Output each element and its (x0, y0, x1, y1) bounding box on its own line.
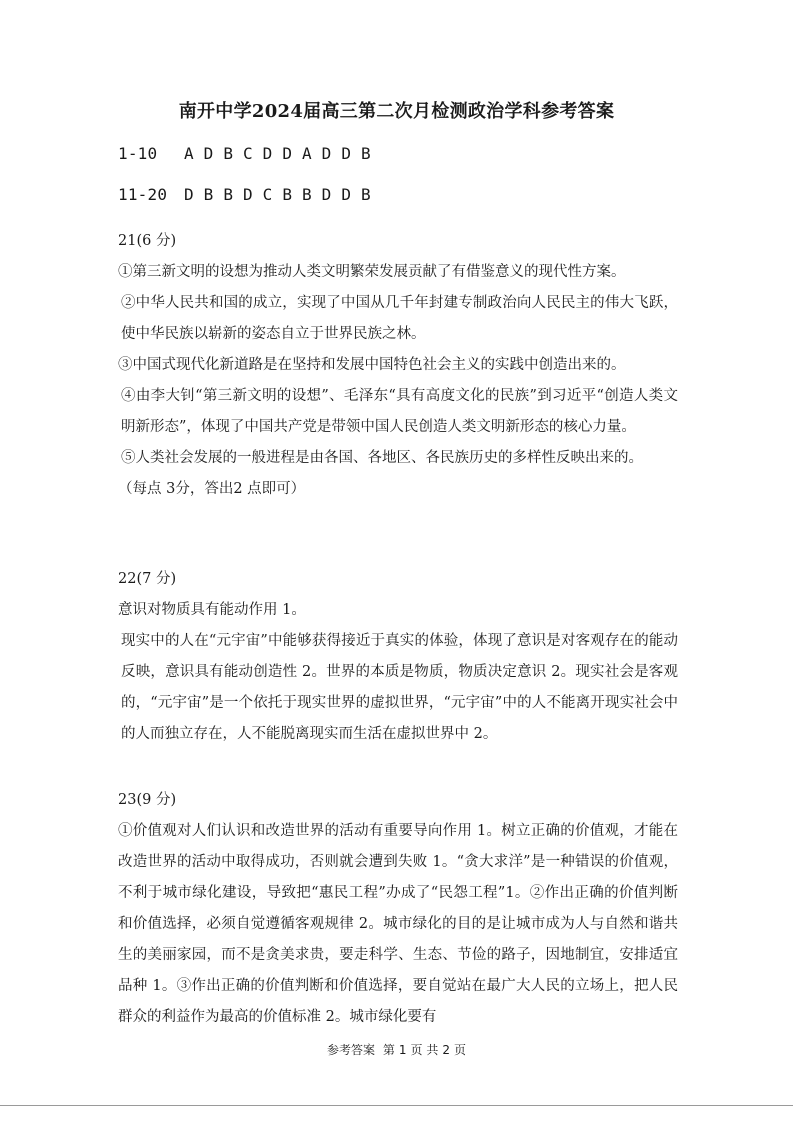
scoring-note: （每点 3分，答出2 点即可） (118, 481, 306, 497)
answer-range: 1-10 (118, 144, 158, 163)
footer-label: 参考答案 (327, 1043, 376, 1057)
page-prefix: 第 (382, 1043, 395, 1057)
page-title: 南开中学2024届高三第二次月检测政治学科参考答案 (178, 101, 615, 122)
answer-text: ①价值观对人们认识和改造世界的活动有重要导向作用 1。树立正确的价值观，才能在改造世界的活动中取得成功，否则就会遭到失败 1。“贪大求洋”是一种错误的价值观，不利于城市绿化建设，导致把“惠民工程”办成了“民怨工程”1。②作出正确的价值判断和价值选择，必须自觉遵循客观规律 2。城市绿化的目的是让城市成为人与自然和谐共生的美丽家园，而不是贪美求贵，要走科学、生态、节俭的路子，因地制宜，安排适宜品种 1。③作出正确的价值判断和价值选择，要自觉站在最广大人民的立场上，把人民群众的利益作为最高的价值标准 2。城市绿化要有 (118, 823, 678, 1025)
answer-point: 现实中的人在“元宇宙”中能够获得接近于真实的体验，体现了意识是对客观存在的能动反映，意识具有能动创造性 2。世界的本质是物质，物质决定意识 2。现实社会是客观的，“元宇宙”是一个依托于现实世界的虚拟世界，“元宇宙”中的人不能离开现实社会中的人而独立存在，人不能脱离现实而生活在虚拟世界中 2。 (121, 633, 678, 742)
page-suffix: 页 (453, 1043, 466, 1057)
answer-keys: D B B D C B B D D B (184, 185, 371, 204)
page-number: 1 (398, 1043, 407, 1057)
answer-point: ②中华人民共和国的成立，实现了中国从几千年封建专制政治向人民民主的伟大飞跃，使中华民族以崭新的姿态自立于世界民族之林。 (121, 295, 678, 342)
page-total: 2 (442, 1043, 450, 1057)
answer-point: 意识对物质具有能动作用 1。 (118, 602, 306, 618)
answer-point: ⑤人类社会发展的一般进程是由各国、各地区、各民族历史的多样性反映出来的。 (121, 450, 643, 466)
page-mid: 页 共 (410, 1043, 439, 1057)
answer-point: ③中国式现代化新道路是在坚持和发展中国特色社会主义的实践中创造出来的。 (118, 357, 626, 373)
answer-range: 11-20 (118, 185, 168, 204)
answer-keys: A D B C D D A D D B (184, 144, 371, 163)
question-label: 22(7 分) (118, 571, 177, 587)
question-label: 23(9 分) (118, 792, 177, 808)
question-22-section (118, 564, 678, 750)
answer-key-row (118, 144, 371, 163)
question-23-section (118, 785, 678, 1033)
answer-point: ①第三新文明的设想为推动人类文明繁荣发展贡献了有借鉴意义的现代性方案。 (118, 264, 626, 280)
question-label: 21(6 分) (118, 233, 177, 249)
answer-point: ④由李大钊“第三新文明的设想”、毛泽东“具有高度文化的民族”到习近平“创造人类文明新形态”，体现了中国共产党是带领中国人民创造人类文明新形态的核心力量。 (121, 388, 678, 435)
question-21-section (118, 226, 678, 505)
answer-key-row (118, 185, 371, 204)
page-footer (0, 1041, 793, 1058)
bottom-divider (0, 1105, 793, 1106)
